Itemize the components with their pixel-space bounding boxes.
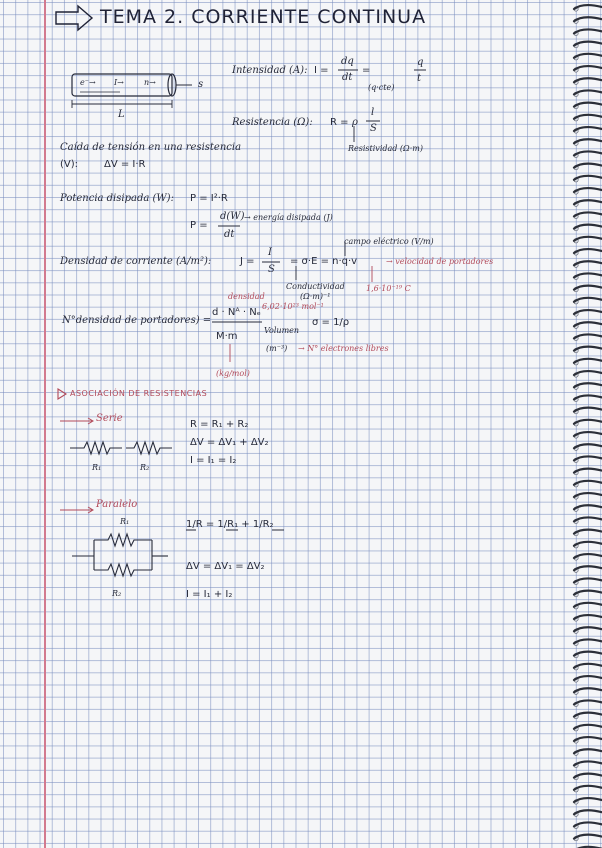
densidad-label: Densidad de corriente (A/m²): <box>60 256 212 267</box>
wire-l-label: L <box>118 109 125 120</box>
intensidad-numer: dq <box>341 56 354 67</box>
paralelo-eq3: I = I₁ + I₂ <box>186 589 233 600</box>
potencia-formula1: P = I²·R <box>190 193 228 204</box>
intensidad-eq2: = <box>362 65 371 76</box>
wire-current-label: I→ <box>114 78 124 87</box>
serie-label: Serie <box>96 413 123 424</box>
paralelo-r2: R₂ <box>112 589 122 598</box>
nporta-volumen: Volumen <box>264 326 300 335</box>
densidad-lhs: J = <box>240 256 255 267</box>
nporta-electrones: → N° electrones libres <box>298 344 389 353</box>
resistencia-lhs: R = <box>330 117 349 128</box>
densidad-denom: S <box>268 264 275 275</box>
parallel-circuit <box>72 534 168 576</box>
nporta-avogadro: 6,02·10²³ mol⁻¹ <box>262 302 324 311</box>
resistencia-denom: S <box>370 123 377 134</box>
densidad-numer: I <box>268 247 272 258</box>
resistencia-numer: l <box>371 107 375 118</box>
intensidad-label: Intensidad (A): <box>232 65 308 76</box>
caida-label: Caída de tensión en una resistencia <box>60 142 242 153</box>
caida-unit: (V): <box>60 159 79 170</box>
serie-r1: R₁ <box>92 463 102 472</box>
nporta-denom: M·m <box>216 331 238 342</box>
nporta-numer: d · Nᴬ · Nₑ <box>212 307 261 318</box>
potencia-note: → energía disipada (J) <box>244 213 333 222</box>
caida-formula: ΔV = I·R <box>104 159 146 170</box>
paralelo-eq1: 1/R = 1/R₁ + 1/R₂ <box>186 519 274 530</box>
densidad-carga: 1,6·10⁻¹⁹ C <box>366 284 411 293</box>
intensidad-frac-d: t <box>417 73 422 84</box>
intensidad-lhs: I = <box>314 65 329 76</box>
resistencia-rho: ρ <box>352 117 358 128</box>
wire-electron-label: e⁻→ <box>80 78 96 87</box>
nporta-densidad-note: densidad <box>228 292 265 301</box>
intensidad-sub: (q·cte) <box>368 83 395 92</box>
nporta-label: N°densidad de portadores) = <box>62 315 212 326</box>
densidad-cond-units: (Ω·m)⁻¹ <box>300 292 331 301</box>
wire-s-label: s <box>198 79 204 90</box>
paralelo-label: Paralelo <box>96 499 138 510</box>
potencia-label: Potencia disipada (W): <box>60 193 174 204</box>
paralelo-r1: R₁ <box>120 517 130 526</box>
densidad-formula-rest: = σ·E = n·q·v <box>290 256 358 267</box>
nporta-vol-units: (m⁻³) <box>266 344 288 353</box>
serie-eq2: ΔV = ΔV₁ + ΔV₂ <box>190 437 269 448</box>
title-arrow-icon <box>56 6 92 30</box>
page-title: TEMA 2. CORRIENTE CONTINUA <box>100 6 427 28</box>
nporta-molar: (kg/mol) <box>216 369 250 378</box>
heading-triangle-icon <box>58 389 66 399</box>
densidad-campo-note: campo eléctrico (V/m) <box>344 237 434 246</box>
intensidad-frac-n: q <box>417 57 424 68</box>
potencia-denom2: dt <box>224 229 235 240</box>
resistividad-note: Resistividad (Ω·m) <box>348 144 423 153</box>
resistencia-label: Resistencia (Ω): <box>232 117 313 128</box>
potencia-numer2: d(W) <box>220 211 245 222</box>
potencia-lhs2: P = <box>190 220 208 231</box>
intensidad-denom: dt <box>342 72 353 83</box>
asociacion-heading: ASOCIACIÓN DE RESISTENCIAS <box>70 389 208 398</box>
nporta-sigma: σ = 1/ρ <box>312 317 350 328</box>
series-circuit <box>70 442 172 454</box>
densidad-velocidad-note: → velocidad de portadores <box>386 257 494 266</box>
densidad-conductividad: Conductividad <box>286 282 345 291</box>
paralelo-eq2: ΔV = ΔV₁ = ΔV₂ <box>186 561 265 572</box>
wire-n-label: n→ <box>144 78 156 87</box>
serie-eq1: R = R₁ + R₂ <box>190 419 249 430</box>
serie-eq3: I = I₁ = I₂ <box>190 455 237 466</box>
serie-r2: R₂ <box>140 463 150 472</box>
